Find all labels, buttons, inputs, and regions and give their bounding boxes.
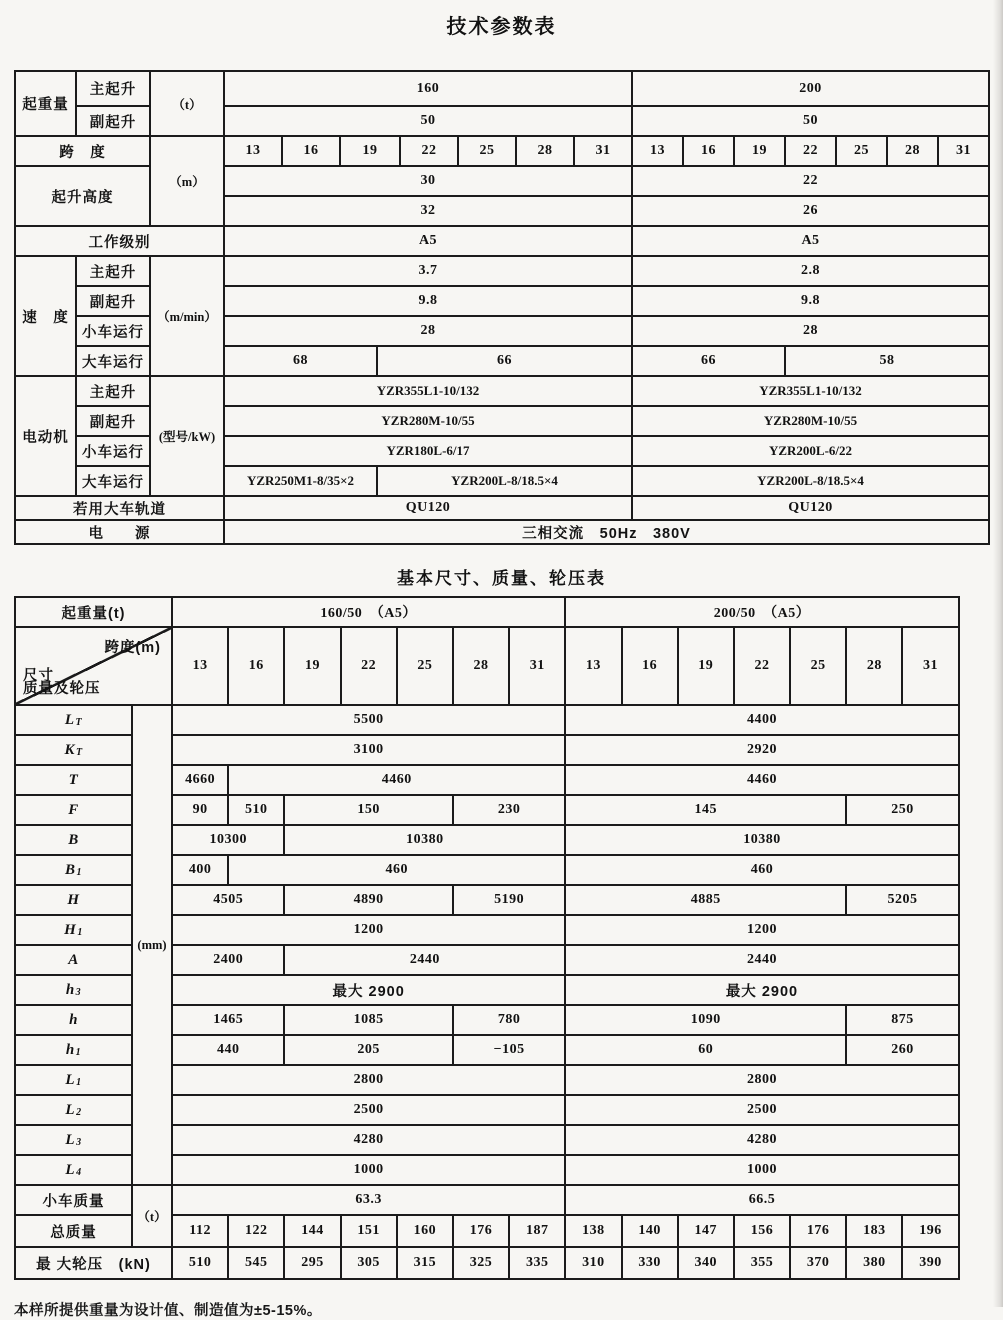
table2-cell-r2-c13: 22 [735,628,789,704]
table2-dim-label-base: h [65,1041,75,1058]
table2-cell-r21-c4: 545 [229,1248,283,1278]
tech-params-table [14,70,990,545]
table2-cell-r6-c8: 230 [454,796,564,824]
table1-cell-r11-c12: YZR355L1-10/132 [633,377,988,405]
table1-cell-r3-c8: 22 [401,137,457,165]
table2-cell-r20-c1: 总质量 [16,1216,131,1246]
table2-cell-r3-c1 [16,706,131,734]
table2-cell-r14-c8: −105 [454,1036,564,1064]
table2-cell-r4-c3: 3100 [173,736,564,764]
table2-cell-r18-c10: 1000 [566,1156,957,1184]
table2-cell-r2-c15: 28 [847,628,901,704]
table1-cell-r12-c2: 副起升 [77,407,149,435]
table2-cell-r20-c9: 187 [510,1216,564,1246]
table2-cell-r20-c12: 147 [679,1216,733,1246]
table1-cell-r3-c11: 31 [575,137,631,165]
table2-cell-r2-c12: 19 [679,628,733,704]
table2-cell-r5-c1 [16,766,131,794]
table1-cell-r3-c4: 13 [225,137,281,165]
table2-dim-label-base: F [68,801,79,818]
table2-cell-r3-c2: (mm) [133,706,171,1184]
table2-dim-label-base: A [68,951,79,968]
table2-cell-r21-c12: 340 [679,1248,733,1278]
table1-cell-r3-c13: 16 [684,137,733,165]
table2-cell-r6-c5: 150 [285,796,452,824]
table2-cell-r6-c3: 90 [173,796,227,824]
table2-cell-r9-c15: 5205 [847,886,957,914]
table2-cell-r20-c7: 160 [398,1216,452,1246]
table2-cell-r21-c9: 335 [510,1248,564,1278]
table1-cell-r15-c12: QU120 [633,497,988,519]
table2-cell-r2-c14: 25 [791,628,845,704]
table1-cell-r3-c18: 31 [939,137,988,165]
table2-cell-r21-c8: 325 [454,1248,508,1278]
table2-cell-r2-c3: 13 [173,628,227,704]
table1-cell-r3-c10: 28 [517,137,573,165]
table2-cell-r20-c3: 112 [173,1216,227,1246]
table2-dim-label-base: h [69,1011,78,1028]
table2-cell-r17-c10: 4280 [566,1126,957,1154]
table1-cell-r12-c4: YZR280M-10/55 [225,407,631,435]
table2-dim-label-base: L [65,1101,76,1118]
table2-cell-r21-c1: 最 大轮压 (kN) [16,1248,171,1278]
table2-cell-r17-c3: 4280 [173,1126,564,1154]
table2-dim-label-subscript: 1 [76,1076,82,1088]
table2-cell-r13-c5: 1085 [285,1006,452,1034]
table2-cell-r20-c11: 140 [623,1216,677,1246]
table2-dim-label-base: H [64,921,77,938]
table2-cell-r2-c16: 31 [903,628,957,704]
table1-cell-r14-c4: YZR250M1-8/35×2 [225,467,376,495]
table1-cell-r3-c12: 13 [633,137,682,165]
table2-cell-r20-c14: 176 [791,1216,845,1246]
table1-cell-r3-c1: 跨 度 [16,137,149,165]
table2-dim-label-base: L [65,1071,76,1088]
table1-cell-r3-c17: 28 [888,137,937,165]
table1-cell-r8-c12: 9.8 [633,287,988,315]
table1-cell-r11-c4: YZR355L1-10/132 [225,377,631,405]
table2-cell-r14-c5: 205 [285,1036,452,1064]
table1-cell-r10-c12: 66 [633,347,784,375]
table2-cell-r9-c10: 4885 [566,886,845,914]
table2-cell-r6-c1 [16,796,131,824]
table2-cell-r7-c10: 10380 [566,826,957,854]
table2-dim-label-subscript: 1 [75,1046,82,1058]
table1-cell-r3-c14: 19 [735,137,784,165]
table2-cell-r1-c3: 160/50 （A5） [173,598,564,626]
table1-cell-r9-c12: 28 [633,317,988,345]
table2-cell-r10-c3: 1200 [173,916,564,944]
table2-cell-r14-c15: 260 [847,1036,957,1064]
table1-cell-r6-c4: A5 [225,227,631,255]
table1-cell-r3-c9: 25 [459,137,515,165]
scan-edge-shadow [993,0,1003,1307]
table2-cell-r18-c1 [16,1156,131,1184]
table1-cell-r7-c12: 2.8 [633,257,988,285]
table2-cell-r9-c3: 4505 [173,886,283,914]
table2-cell-r21-c7: 315 [398,1248,452,1278]
table2-cell-r8-c10: 460 [566,856,957,884]
dimensions-table [14,596,960,1280]
table2-cell-r5-c4: 4460 [229,766,564,794]
table2-cell-r12-c1 [16,976,131,1004]
table2-cell-r2-c8: 28 [454,628,508,704]
table1-cell-r10-c4: 68 [225,347,376,375]
table2-cell-r19-c10: 66.5 [566,1186,957,1214]
table2-cell-r13-c15: 875 [847,1006,957,1034]
table2-cell-r14-c1 [16,1036,131,1064]
table2-cell-r12-c10: 最大 2900 [566,976,957,1004]
table1-cell-r4-c1: 起升高度 [16,167,149,225]
table2-cell-r21-c11: 330 [623,1248,677,1278]
dimensions-table-title: 基本尺寸、质量、轮压表 [397,569,606,588]
table1-cell-r7-c4: 3.7 [225,257,631,285]
tech-params-table-title: 技术参数表 [446,16,557,38]
table2-cell-r19-c1: 小车质量 [16,1186,131,1214]
table2-cell-r9-c8: 5190 [454,886,564,914]
table2-cell-r20-c13: 156 [735,1216,789,1246]
table1-cell-r8-c4: 9.8 [225,287,631,315]
diag-mass-wheel-label: 质量及轮压 [23,681,101,697]
table1-cell-r10-c2: 大车运行 [77,347,149,375]
diagonal-header-cell [16,628,171,704]
table2-cell-r16-c3: 2500 [173,1096,564,1124]
table2-dim-label-subscript: 4 [76,1166,82,1178]
table2-cell-r1-c1: 起重量(t) [16,598,171,626]
table2-cell-r7-c5: 10380 [285,826,564,854]
table2-cell-r1-c10: 200/50 （A5） [566,598,957,626]
table2-dim-label-subscript: T [75,746,83,758]
table2-cell-r2-c6: 22 [342,628,396,704]
table2-dim-label-subscript: 1 [77,926,83,938]
table2-cell-r17-c1 [16,1126,131,1154]
table2-cell-r11-c1 [16,946,131,974]
table1-cell-r5-c4: 32 [225,197,631,225]
table2-cell-r3-c3: 5500 [173,706,564,734]
table1-cell-r14-c7: YZR200L-8/18.5×4 [378,467,631,495]
table1-cell-r11-c3: (型号/kW) [151,377,223,495]
table2-cell-r20-c4: 122 [229,1216,283,1246]
table2-cell-r3-c10: 4400 [566,706,957,734]
table2-cell-r6-c4: 510 [229,796,283,824]
table2-cell-r20-c16: 196 [903,1216,957,1246]
table1-cell-r9-c4: 28 [225,317,631,345]
table1-cell-r10-c7: 66 [378,347,631,375]
table2-cell-r16-c1 [16,1096,131,1124]
diag-span-label: 跨度(m) [104,640,161,656]
table2-cell-r4-c1 [16,736,131,764]
table2-cell-r11-c10: 2440 [566,946,957,974]
table2-cell-r21-c6: 305 [342,1248,396,1278]
table1-cell-r11-c1: 电动机 [16,377,75,495]
table2-cell-r20-c15: 183 [847,1216,901,1246]
table2-cell-r13-c3: 1465 [173,1006,283,1034]
table2-cell-r5-c3: 4660 [173,766,227,794]
table2-cell-r21-c10: 310 [566,1248,620,1278]
table2-cell-r7-c1 [16,826,131,854]
table2-cell-r21-c5: 295 [285,1248,339,1278]
table2-cell-r13-c8: 780 [454,1006,564,1034]
table1-cell-r4-c12: 22 [633,167,988,195]
table2-dim-label-subscript: 3 [75,986,82,998]
table2-dim-label-base: H [67,891,80,908]
table1-cell-r11-c2: 主起升 [77,377,149,405]
table2-cell-r15-c10: 2800 [566,1066,957,1094]
table1-cell-r3-c15: 22 [786,137,835,165]
table2-cell-r21-c15: 380 [847,1248,901,1278]
table2-cell-r7-c3: 10300 [173,826,283,854]
table1-cell-r5-c12: 26 [633,197,988,225]
table2-dim-label-subscript: 1 [76,866,82,878]
table1-cell-r10-c15: 58 [786,347,988,375]
diag-dimension-label: 尺寸 [23,668,54,684]
table1-cell-r13-c2: 小车运行 [77,437,149,465]
table2-cell-r9-c5: 4890 [285,886,452,914]
table2-dim-label-base: T [68,771,79,788]
table2-cell-r11-c5: 2440 [285,946,564,974]
table2-dim-label-subscript: 3 [76,1136,82,1148]
table1-cell-r14-c12: YZR200L-8/18.5×4 [633,467,988,495]
table2-cell-r21-c13: 355 [735,1248,789,1278]
table1-cell-r6-c1: 工作级别 [16,227,223,255]
table1-cell-r2-c4: 50 [225,107,631,135]
table1-cell-r12-c12: YZR280M-10/55 [633,407,988,435]
table2-cell-r2-c5: 19 [285,628,339,704]
table2-cell-r2-c9: 31 [510,628,564,704]
table2-cell-r2-c4: 16 [229,628,283,704]
table2-dim-label-base: L [64,711,75,728]
table2-dim-label-base: L [65,1131,76,1148]
table2-cell-r15-c3: 2800 [173,1066,564,1094]
table1-cell-r1-c1: 起重量 [16,72,75,135]
table1-cell-r3-c3: （m） [151,137,223,225]
table2-dim-label-base: h [65,981,75,998]
table1-cell-r3-c16: 25 [837,137,886,165]
table1-cell-r4-c4: 30 [225,167,631,195]
table1-cell-r8-c2: 副起升 [77,287,149,315]
table2-cell-r4-c10: 2920 [566,736,957,764]
table1-cell-r2-c12: 50 [633,107,988,135]
table2-cell-r20-c5: 144 [285,1216,339,1246]
table1-cell-r1-c4: 160 [225,72,631,105]
table2-dim-label-subscript: T [75,716,83,728]
table2-cell-r16-c10: 2500 [566,1096,957,1124]
table2-cell-r20-c8: 176 [454,1216,508,1246]
table1-cell-r15-c1: 若用大车轨道 [16,497,223,519]
table2-cell-r8-c3: 400 [173,856,227,884]
table2-cell-r12-c3: 最大 2900 [173,976,564,1004]
table2-cell-r9-c1 [16,886,131,914]
table2-cell-r21-c16: 390 [903,1248,957,1278]
table1-cell-r1-c12: 200 [633,72,988,105]
table1-cell-r13-c12: YZR200L-6/22 [633,437,988,465]
table2-cell-r20-c6: 151 [342,1216,396,1246]
table2-cell-r14-c10: 60 [566,1036,845,1064]
table1-cell-r14-c2: 大车运行 [77,467,149,495]
table1-cell-r9-c2: 小车运行 [77,317,149,345]
table2-dim-label-subscript: 2 [76,1106,82,1118]
table2-cell-r19-c2: （t） [133,1186,171,1246]
table2-cell-r8-c1 [16,856,131,884]
table1-cell-r3-c5: 16 [283,137,339,165]
table2-cell-r10-c10: 1200 [566,916,957,944]
table1-cell-r13-c4: YZR180L-6/17 [225,437,631,465]
table2-cell-r2-c7: 25 [398,628,452,704]
table1-cell-r6-c12: A5 [633,227,988,255]
table2-cell-r6-c15: 250 [847,796,957,824]
table1-cell-r16-c4: 三相交流 50Hz 380V [225,521,988,543]
table2-cell-r15-c1 [16,1066,131,1094]
table2-cell-r14-c3: 440 [173,1036,283,1064]
table2-dim-label-base: K [64,741,75,758]
table1-cell-r7-c1: 速 度 [16,257,75,375]
table2-cell-r2-c10: 13 [566,628,620,704]
table2-cell-r13-c1 [16,1006,131,1034]
table2-dim-label-base: L [65,1161,76,1178]
table2-cell-r18-c3: 1000 [173,1156,564,1184]
table2-cell-r21-c3: 510 [173,1248,227,1278]
table2-cell-r6-c10: 145 [566,796,845,824]
table2-cell-r21-c14: 370 [791,1248,845,1278]
table1-cell-r1-c2: 主起升 [77,72,149,105]
table2-cell-r19-c3: 63.3 [173,1186,564,1214]
table1-cell-r1-c3: （t） [151,72,223,135]
table1-cell-r16-c1: 电 源 [16,521,223,543]
table2-cell-r10-c1 [16,916,131,944]
table2-cell-r20-c10: 138 [566,1216,620,1246]
table1-cell-r7-c2: 主起升 [77,257,149,285]
table2-cell-r2-c11: 16 [623,628,677,704]
table1-cell-r15-c4: QU120 [225,497,631,519]
footnote: 本样所提供重量为设计值、制造值为±5-15%。 [14,1303,322,1319]
table2-cell-r11-c3: 2400 [173,946,283,974]
table2-dim-label-base: B [68,831,79,848]
table2-dim-label-base: B [64,861,76,878]
table1-cell-r2-c2: 副起升 [77,107,149,135]
table2-cell-r13-c10: 1090 [566,1006,845,1034]
table2-cell-r5-c10: 4460 [566,766,957,794]
table2-cell-r8-c4: 460 [229,856,564,884]
table1-cell-r3-c6: 19 [341,137,399,165]
table1-cell-r7-c3: （m/min） [151,257,223,375]
